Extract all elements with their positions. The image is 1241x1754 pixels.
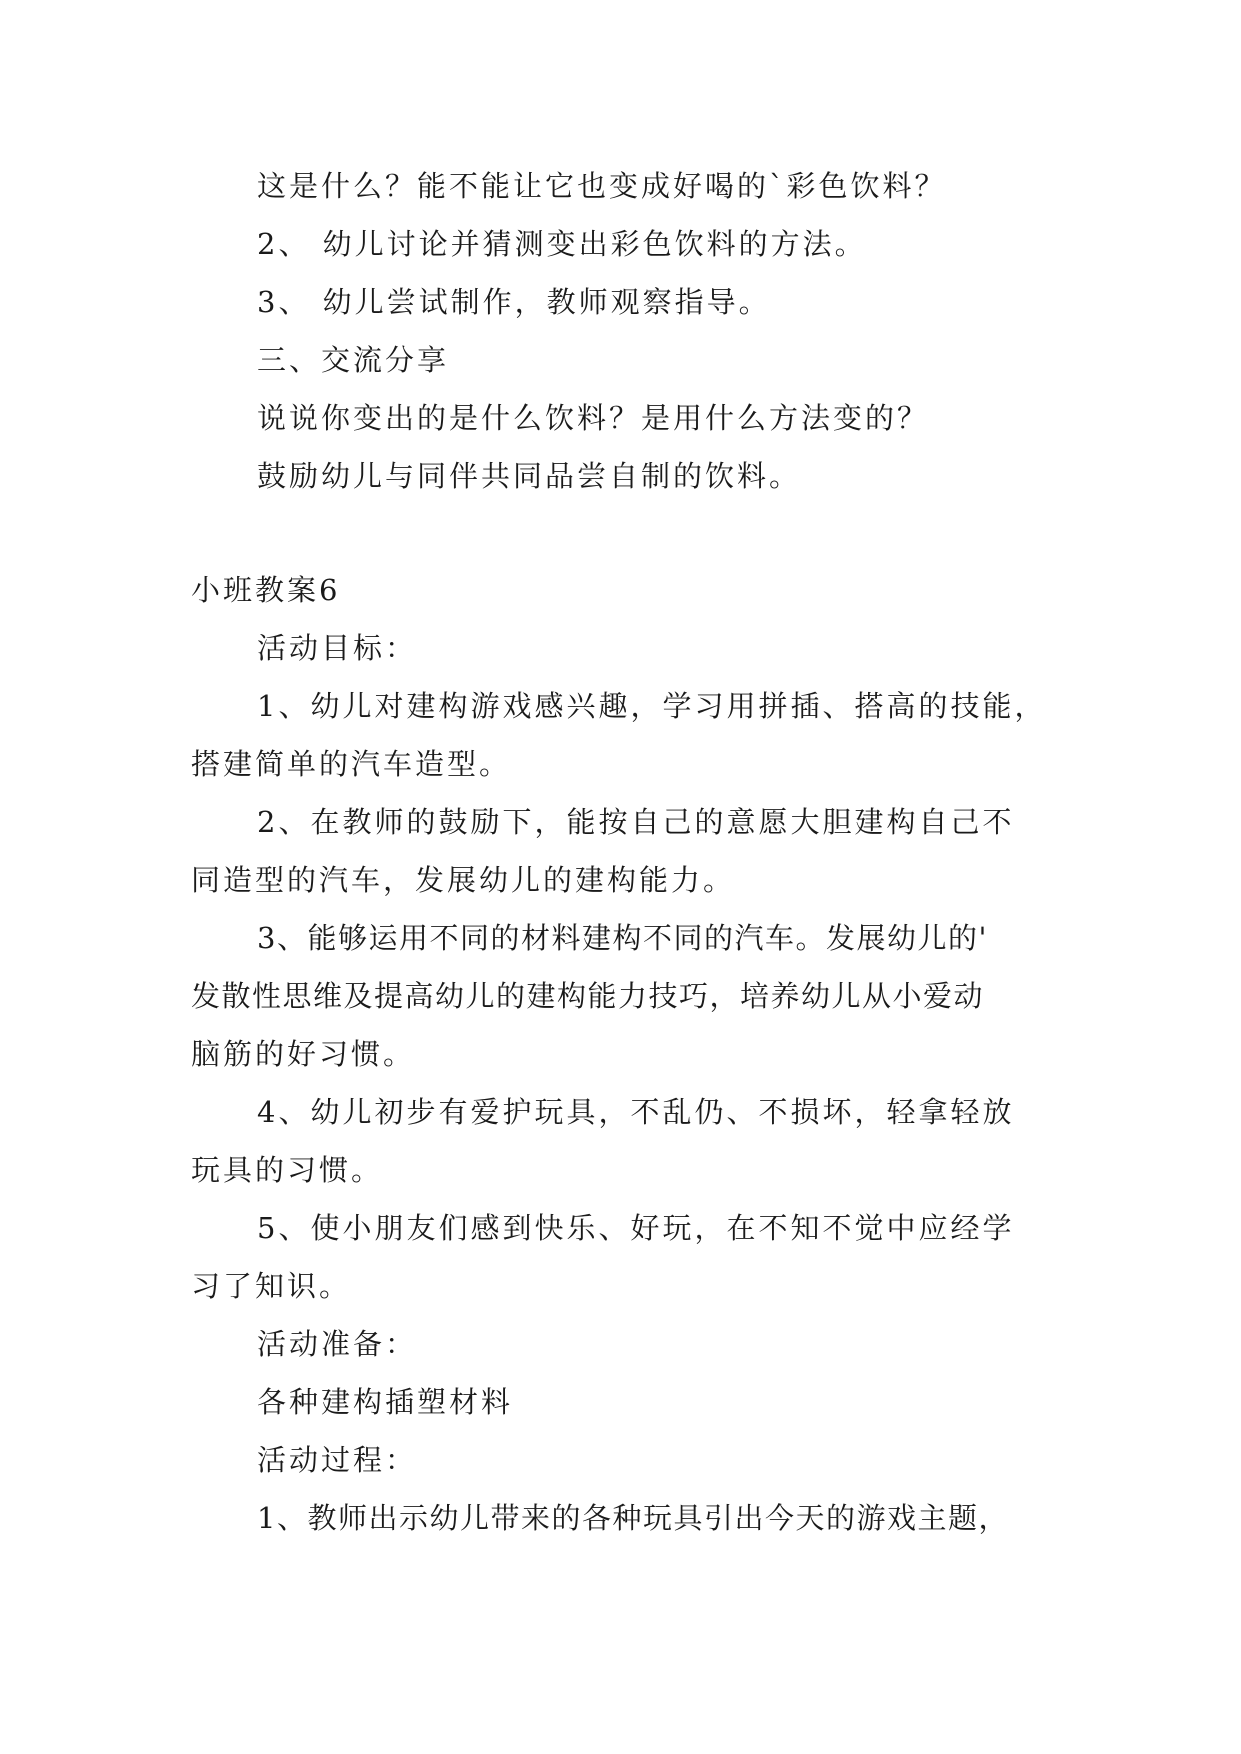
text-line: 2、 幼儿讨论并猜测变出彩色饮料的方法。 bbox=[257, 227, 867, 261]
text-line: 1、幼儿对建构游戏感兴趣，学习用拼插、搭高的技能， bbox=[257, 689, 1047, 723]
section-heading: 活动目标： bbox=[257, 631, 418, 665]
section-heading: 活动过程： bbox=[257, 1443, 418, 1477]
lesson-title: 小班教案6 bbox=[191, 573, 341, 607]
text-line: 3、 幼儿尝试制作，教师观察指导。 bbox=[257, 285, 771, 319]
text-line: 说说你变出的是什么饮料？是用什么方法变的？ bbox=[257, 401, 930, 435]
section-heading: 三、交流分享 bbox=[257, 343, 450, 377]
text-line: 搭建简单的汽车造型。 bbox=[191, 747, 512, 781]
text-line: 各种建构插塑材料 bbox=[257, 1385, 514, 1419]
text-line: 同造型的汽车，发展幼儿的建构能力。 bbox=[191, 863, 736, 897]
text-line: 鼓励幼儿与同伴共同品尝自制的饮料。 bbox=[257, 459, 802, 493]
section-heading: 活动准备： bbox=[257, 1327, 418, 1361]
text-line: 5、使小朋友们感到快乐、好玩，在不知不觉中应经学 bbox=[257, 1211, 1015, 1245]
text-line: 习了知识。 bbox=[191, 1269, 352, 1303]
text-line: 4、幼儿初步有爱护玩具，不乱仍、不损坏，轻拿轻放 bbox=[257, 1095, 1015, 1129]
text-line: 1、教师出示幼儿带来的各种玩具引出今天的游戏主题， bbox=[257, 1501, 1009, 1535]
text-line: 发散性思维及提高幼儿的建构能力技巧，培养幼儿从小爱动 bbox=[191, 979, 985, 1013]
text-line: 脑筋的好习惯。 bbox=[191, 1037, 416, 1071]
text-line: 这是什么？能不能让它也变成好喝的`彩色饮料？ bbox=[257, 169, 947, 203]
text-line: 3、能够运用不同的材料建构不同的汽车。发展幼儿的' bbox=[257, 921, 988, 955]
text-line: 玩具的习惯。 bbox=[191, 1153, 384, 1187]
text-line: 2、在教师的鼓励下，能按自己的意愿大胆建构自己不 bbox=[257, 805, 1015, 839]
